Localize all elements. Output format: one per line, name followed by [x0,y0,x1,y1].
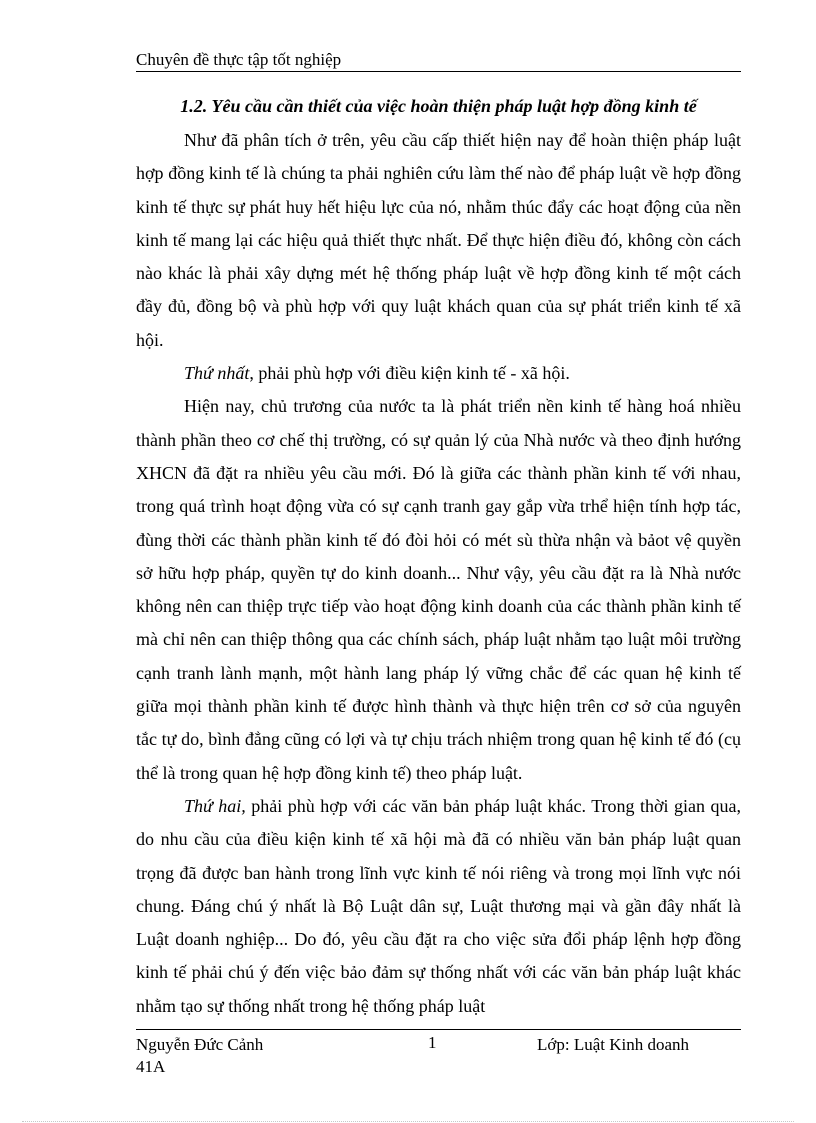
page-edge-divider [22,1121,794,1122]
paragraph-4-lead: Thứ hai, [184,795,246,816]
footer-class: Lớp: Luật Kinh doanh [537,1035,690,1054]
paragraph-3: Hiện nay, chủ trương của nước ta là phát triển nền kinh tế hàng hoá nhiều thành phần theo cơ chế thị trường, có sự quản lý của Nhà nước và theo định hướng XHCN đã đặt ra nhiều yêu cầu mới. Đó là giữa các thành phần kinh tế với nhau, trong quá trình hoạt động vừa có sự cạnh tranh gay gắp vừa trhể hiện tính hợp tác, đùng thời các thành phần kinh tế đó đòi hỏi có mét sù thừa nhận và bảot vệ quyền sở hữu hợp pháp, quyền tự do kinh doanh... Như vậy, yêu cầu đặt ra là Nhà nước không nên can thiệp trực tiếp vào hoạt động kinh doanh của các thành phần kinh tế mà chỉ nên can thiệp thông qua các chính sách, pháp luật nhằm tạo luật môi trường cạnh tranh lành mạnh, một hành lang pháp lý vững chắc để các quan hệ kinh tế giữa mọi thành phần kinh tế được hình thành và thực hiện trên cơ sở của nguyên tắc tự do, bình đẳng cũng có lợi và tự chịu trách nhiệm trong quan hệ kinh tế đó (cụ thể là trong quan hệ hợp đồng kinh tế) theo pháp luật. [136,396,741,783]
paragraph-2-lead: Thứ nhất [184,363,250,384]
body-text [136,124,741,1023]
paragraph-4 [136,790,741,1023]
paragraph-1: Như đã phân tích ở trên, yêu cầu cấp thiết hiện nay để hoàn thiện pháp luật hợp đồng kinh tế là chúng ta phải nghiên cứu làm thế nào để pháp luật về hợp đồng kinh tế thực sự phát huy hết hiệu lực của nó, nhằm thúc đẩy các hoạt động của nền kinh tế mang lại các hiệu quả thiết thực nhất. Để thực hiện điều đó, không còn cách nào khác là phải xây dựng mét hệ thống pháp luật về hợp đồng kinh tế một cách đầy đủ, đồng bộ và phù hợp với quy luật khách quan của sự phát triển kinh tế xã hội. [136,130,741,350]
footer-author [136,1034,336,1078]
header-divider [136,71,741,72]
footer-author-name: Nguyễn Đức Cảnh [136,1035,264,1054]
paragraph-2 [136,357,741,390]
paragraph-4-text: phải phù hợp với các văn bản pháp luật khác. Trong thời gian qua, do nhu cầu của điều kiện kinh tế xã hội mà đã có nhiều văn bản pháp luật quan trọng đã được ban hành trong lĩnh vực kinh tế nói riêng và trong mọi lĩnh vực nói chung. Đáng chú ý nhất là Bộ Luật dân sự, Luật thương mại và gần đây nhất là Luật doanh nghiệp... Do đó, yêu cầu đặt ra cho việc sửa đổi pháp lệnh hợp đồng kinh tế phải chú ý đến việc bảo đảm sự thống nhất với các văn bản pháp luật khác nhằm tạo sự thống nhất trong hệ thống pháp luật [136,795,741,1016]
running-header: Chuyên đề thực tập tốt nghiệp [136,50,342,69]
section-heading: 1.2. Yêu cầu cần thiết của việc hoàn thiện pháp luật hợp đồng kinh tế [180,96,697,116]
footer-author-group: 41A [136,1057,166,1076]
page-number: 1 [428,1033,437,1052]
paragraph-2-text: , phải phù hợp với điều kiện kinh tế - xã hội. [249,363,570,384]
footer-divider [136,1029,741,1030]
